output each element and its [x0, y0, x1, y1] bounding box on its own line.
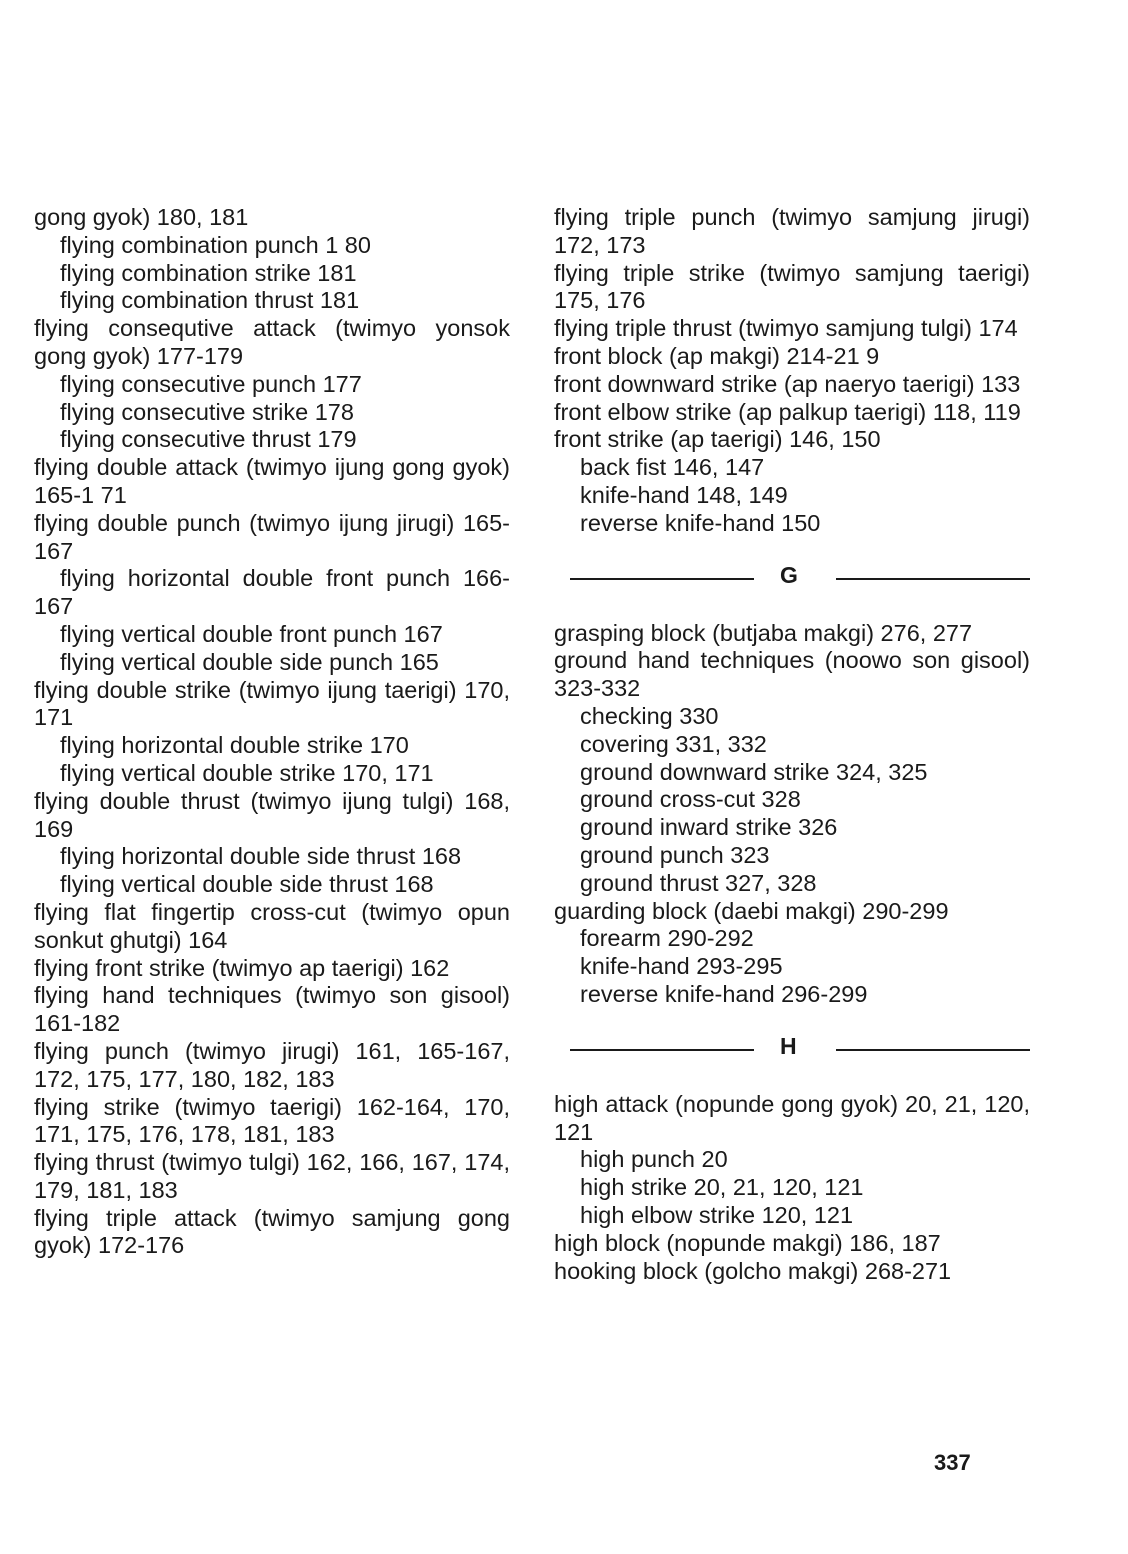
index-entry: flying flat fingertip cross-cut (twimyo opun sonkut ghutgi) 164 — [34, 898, 510, 953]
index-subentry: forearm 290-292 — [580, 925, 754, 952]
index-entry: high attack (nopunde gong gyok) 20, 21, 120, 121 — [554, 1090, 1030, 1145]
section-header-g — [554, 550, 1030, 606]
index-subentry: flying horizontal double strike 170 — [60, 732, 409, 759]
index-entry: front strike (ap taerigi) 146, 150 — [554, 426, 881, 453]
index-subentry: ground cross-cut 328 — [580, 786, 801, 813]
index-entry: flying double strike (twimyo ijung taerigi) 170, 171 — [34, 676, 510, 731]
right-column-entries — [554, 204, 1030, 538]
index-entry: front downward strike (ap naeryo taerigi) 133 — [554, 370, 1021, 397]
section-rule-left — [570, 578, 754, 580]
index-subentry: checking 330 — [580, 702, 719, 729]
section-letter-h: H — [780, 1032, 797, 1059]
index-entry: hooking block (golcho makgi) 268-271 — [554, 1257, 952, 1284]
index-entry: flying triple punch (twimyo samjung jirugi) 172, 173 — [554, 204, 1030, 258]
index-entry: high block (nopunde makgi) 186, 187 — [554, 1229, 941, 1256]
index-subentry: knife-hand 148, 149 — [580, 481, 788, 508]
index-subentry: flying horizontal double front punch 166-167 — [34, 565, 510, 620]
index-entry: flying front strike (twimyo ap taerigi) 162 — [34, 954, 450, 981]
section-rule-right — [836, 1049, 1030, 1051]
index-subentry: flying consecutive punch 177 — [60, 370, 362, 397]
index-subentry: flying combination strike 181 — [60, 259, 357, 286]
index-subentry: high strike 20, 21, 120, 121 — [580, 1174, 864, 1201]
index-entry: flying triple thrust (twimyo samjung tulgi) 174 — [554, 315, 1018, 342]
section-g-entries — [554, 620, 1030, 1009]
index-subentry: flying consecutive thrust 179 — [60, 426, 357, 453]
index-entry: gong gyok) 180, 181 — [34, 204, 249, 230]
index-entry: flying punch (twimyo jirugi) 161, 165-167, 172, 175, 177, 180, 182, 183 — [34, 1037, 510, 1092]
index-subentry: ground inward strike 326 — [580, 814, 838, 841]
index-entry: flying double thrust (twimyo ijung tulgi) 168, 169 — [34, 787, 510, 842]
index-subentry: knife-hand 293-295 — [580, 953, 783, 980]
index-subentry: reverse knife-hand 296-299 — [580, 980, 868, 1007]
index-entry: grasping block (butjaba makgi) 276, 277 — [554, 619, 973, 646]
left-column — [34, 204, 510, 1260]
index-subentry: flying consecutive strike 178 — [60, 398, 354, 425]
index-subentry: reverse knife-hand 150 — [580, 509, 821, 536]
index-entry: guarding block (daebi makgi) 290-299 — [554, 897, 949, 924]
index-subentry: high elbow strike 120, 121 — [580, 1201, 854, 1228]
index-subentry: flying vertical double front punch 167 — [60, 620, 443, 647]
index-subentry: ground thrust 327, 328 — [580, 869, 817, 896]
index-entry: flying strike (twimyo taerigi) 162-164, 170, 171, 175, 176, 178, 181, 183 — [34, 1093, 510, 1148]
index-entry: flying consequtive attack (twimyo yonsok gong gyok) 177-179 — [34, 315, 510, 369]
index-subentry: ground downward strike 324, 325 — [580, 758, 928, 785]
index-subentry: covering 331, 332 — [580, 730, 767, 757]
index-entry: front elbow strike (ap palkup taerigi) 118, 119 — [554, 398, 1021, 425]
index-subentry: flying combination punch 1 80 — [60, 231, 371, 258]
index-entry: flying hand techniques (twimyo son gisool) 161-182 — [34, 982, 510, 1037]
right-column — [554, 204, 1030, 1285]
index-entry: flying double punch (twimyo ijung jirugi) 165-167 — [34, 509, 510, 564]
index-entry: flying triple strike (twimyo samjung taerigi) 175, 176 — [554, 259, 1030, 314]
section-rule-left — [570, 1049, 754, 1051]
index-subentry: high punch 20 — [580, 1146, 728, 1173]
section-h-entries — [554, 1091, 1030, 1286]
index-entry: front block (ap makgi) 214-21 9 — [554, 342, 880, 369]
index-entry: flying thrust (twimyo tulgi) 162, 166, 167, 174, 179, 181, 183 — [34, 1149, 510, 1203]
index-subentry: flying vertical double side thrust 168 — [60, 871, 434, 898]
index-subentry: back fist 146, 147 — [580, 454, 765, 481]
index-entry: flying double attack (twimyo ijung gong gyok) 165-1 71 — [34, 454, 510, 508]
index-subentry: flying combination thrust 181 — [60, 287, 360, 314]
index-entry: flying triple attack (twimyo samjung gong gyok) 172-176 — [34, 1204, 510, 1259]
index-entry: ground hand techniques (noowo son gisool) 323-332 — [554, 647, 1030, 702]
section-rule-right — [836, 578, 1030, 580]
page-number: 337 — [934, 1450, 971, 1475]
section-letter-g: G — [780, 561, 798, 588]
index-subentry: flying horizontal double side thrust 168 — [60, 843, 462, 870]
index-subentry: ground punch 323 — [580, 841, 770, 868]
index-subentry: flying vertical double side punch 165 — [60, 648, 439, 675]
index-subentry: flying vertical double strike 170, 171 — [60, 759, 434, 786]
section-header-h — [554, 1021, 1030, 1077]
